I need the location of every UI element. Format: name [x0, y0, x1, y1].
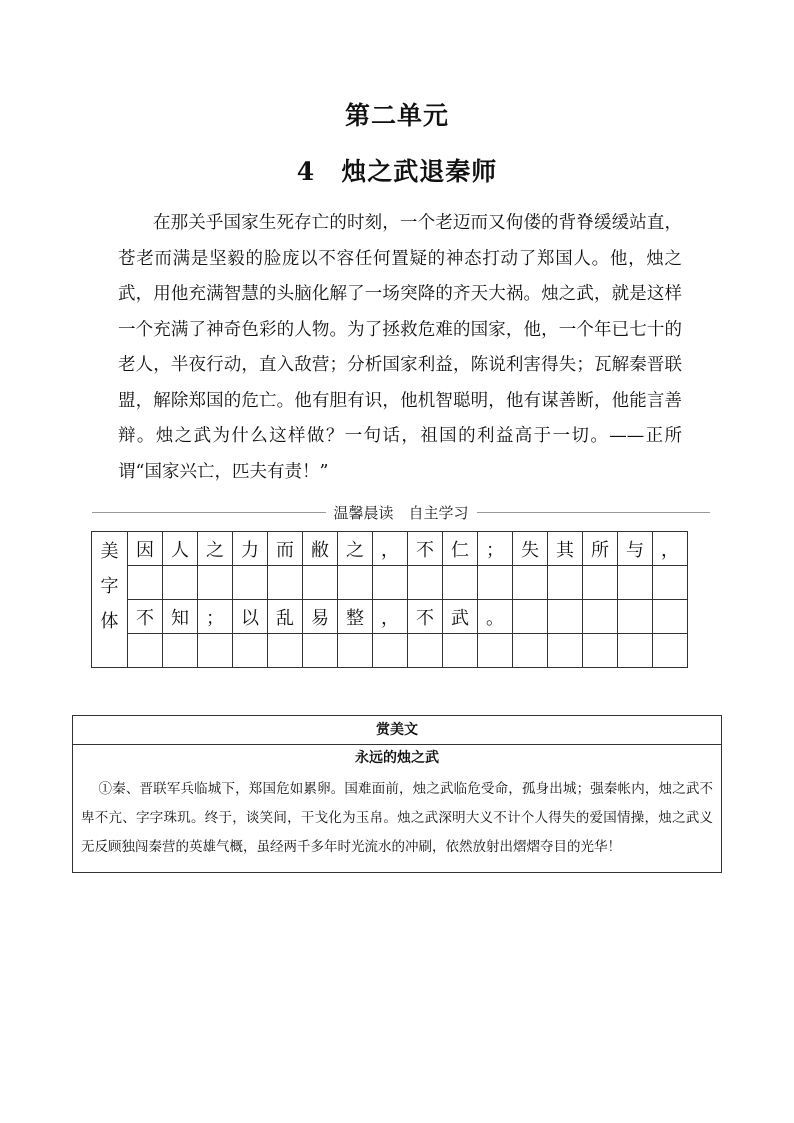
grid-blank-cell[interactable]: [198, 566, 233, 600]
grid-side-label: [92, 532, 128, 668]
grid-char-cell: ；: [198, 600, 233, 634]
grid-blank-cell[interactable]: [373, 634, 408, 668]
grid-blank-cell[interactable]: [618, 566, 653, 600]
section-rule-right: [477, 512, 711, 513]
section-rule-left: [92, 512, 326, 513]
grid-char-cell: 之: [198, 532, 233, 566]
calligraphy-grid: [91, 531, 688, 668]
grid-char-cell: 失: [513, 532, 548, 566]
intro-paragraph: 在那关乎国家生死存亡的时刻，一个老迈而又佝偻的背脊缓缓站直，苍老而满是坚毅的脸庞以不容任何置疑的神态打动了郑国人。他，烛之武，用他充满智慧的头脑化解了一场突降的齐天大祸。烛之武，就是这样一个充满了神奇色彩的人物。为了拯救危难的国家，他，一个年已七十的老人，半夜行动，直入敌营；分析国家利益，陈说利害得失；瓦解秦晋联盟，解除郑国的危亡。他有胆有识，他机智聪明，他有谋善断，他能言善辩。烛之武为什么这样做？一句话，祖国的利益高于一切。——正所谓“国家兴亡，匹夫有责！”: [118, 213, 682, 482]
section-header: [92, 501, 710, 523]
unit-title: 第二单元: [344, 101, 449, 130]
grid-blank-cell[interactable]: [653, 566, 688, 600]
grid-char-cell: 。: [478, 600, 513, 634]
grid-char-cell: ，: [373, 532, 408, 566]
grid-char-cell: 其: [548, 532, 583, 566]
grid-row: [92, 634, 688, 668]
lesson-name: 烛之武退秦师: [341, 157, 498, 186]
side-label-char: 字: [100, 576, 119, 597]
appreciation-title: 永远的烛之武: [355, 750, 439, 766]
grid-blank-cell[interactable]: [338, 634, 373, 668]
side-label-char: 美: [100, 541, 119, 562]
appreciation-heading: 赏美文: [73, 716, 721, 745]
grid-row: [92, 600, 688, 634]
grid-char-cell: 不: [128, 600, 163, 634]
grid-char-cell: 与: [618, 532, 653, 566]
grid-blank-cell[interactable]: [443, 634, 478, 668]
appreciation-box: [72, 715, 722, 873]
grid-char-cell: 敝: [303, 532, 338, 566]
grid-blank-cell[interactable]: [128, 566, 163, 600]
grid-char-cell: 而: [268, 532, 303, 566]
grid-char-cell: ；: [478, 532, 513, 566]
grid-blank-cell[interactable]: [163, 634, 198, 668]
grid-char-cell: 所: [583, 532, 618, 566]
grid-char-cell: [618, 600, 653, 634]
grid-blank-cell[interactable]: [408, 634, 443, 668]
grid-char-cell: 之: [338, 532, 373, 566]
grid-blank-cell[interactable]: [478, 634, 513, 668]
grid-char-cell: ，: [373, 600, 408, 634]
section-label: 温馨晨读 自主学习: [333, 503, 469, 522]
grid-char-cell: 因: [128, 532, 163, 566]
grid-char-cell: 人: [163, 532, 198, 566]
grid-blank-cell[interactable]: [513, 634, 548, 668]
grid-char-cell: [583, 600, 618, 634]
grid-char-cell: 仁: [443, 532, 478, 566]
grid-char-cell: 整: [338, 600, 373, 634]
grid-blank-cell[interactable]: [443, 566, 478, 600]
grid-blank-cell[interactable]: [303, 634, 338, 668]
grid-blank-cell[interactable]: [548, 634, 583, 668]
grid-blank-cell[interactable]: [478, 566, 513, 600]
lesson-number: 4: [296, 157, 316, 186]
grid-blank-cell[interactable]: [653, 634, 688, 668]
grid-char-cell: ，: [653, 532, 688, 566]
grid-char-cell: 不: [408, 600, 443, 634]
grid-char-cell: [513, 600, 548, 634]
grid-blank-cell[interactable]: [303, 566, 338, 600]
grid-char-cell: 知: [163, 600, 198, 634]
grid-char-cell: 乱: [268, 600, 303, 634]
side-label-char: 体: [100, 611, 119, 632]
grid-char-cell: 易: [303, 600, 338, 634]
grid-blank-cell[interactable]: [373, 566, 408, 600]
grid-blank-cell[interactable]: [163, 566, 198, 600]
grid-blank-cell[interactable]: [233, 566, 268, 600]
grid-char-cell: 不: [408, 532, 443, 566]
lesson-title: [0, 152, 794, 188]
grid-blank-cell[interactable]: [198, 634, 233, 668]
grid-blank-cell[interactable]: [233, 634, 268, 668]
grid-blank-cell[interactable]: [618, 634, 653, 668]
grid-row: [92, 532, 688, 566]
grid-char-cell: 武: [443, 600, 478, 634]
grid-blank-cell[interactable]: [583, 566, 618, 600]
grid-row: [92, 566, 688, 600]
grid-blank-cell[interactable]: [268, 566, 303, 600]
grid-char-cell: [653, 600, 688, 634]
grid-blank-cell[interactable]: [548, 566, 583, 600]
grid-blank-cell[interactable]: [338, 566, 373, 600]
grid-blank-cell[interactable]: [583, 634, 618, 668]
grid-blank-cell[interactable]: [408, 566, 443, 600]
grid-char-cell: 以: [233, 600, 268, 634]
grid-char-cell: [548, 600, 583, 634]
grid-blank-cell[interactable]: [128, 634, 163, 668]
appreciation-text: ①秦、晋联军兵临城下，郑国危如累卵。国难面前，烛之武临危受命，孤身出城；强秦帐内，烛之武不卑不亢、字字珠玑。终于，谈笑间，干戈化为玉帛。烛之武深明大义不计个人得失的爱国情操，烛之武义无反顾独闯秦营的英雄气概，虽经两千多年时光流水的冲刷，依然放射出熠熠夺目的光华！: [81, 781, 713, 855]
grid-blank-cell[interactable]: [513, 566, 548, 600]
grid-blank-cell[interactable]: [268, 634, 303, 668]
grid-char-cell: 力: [233, 532, 268, 566]
